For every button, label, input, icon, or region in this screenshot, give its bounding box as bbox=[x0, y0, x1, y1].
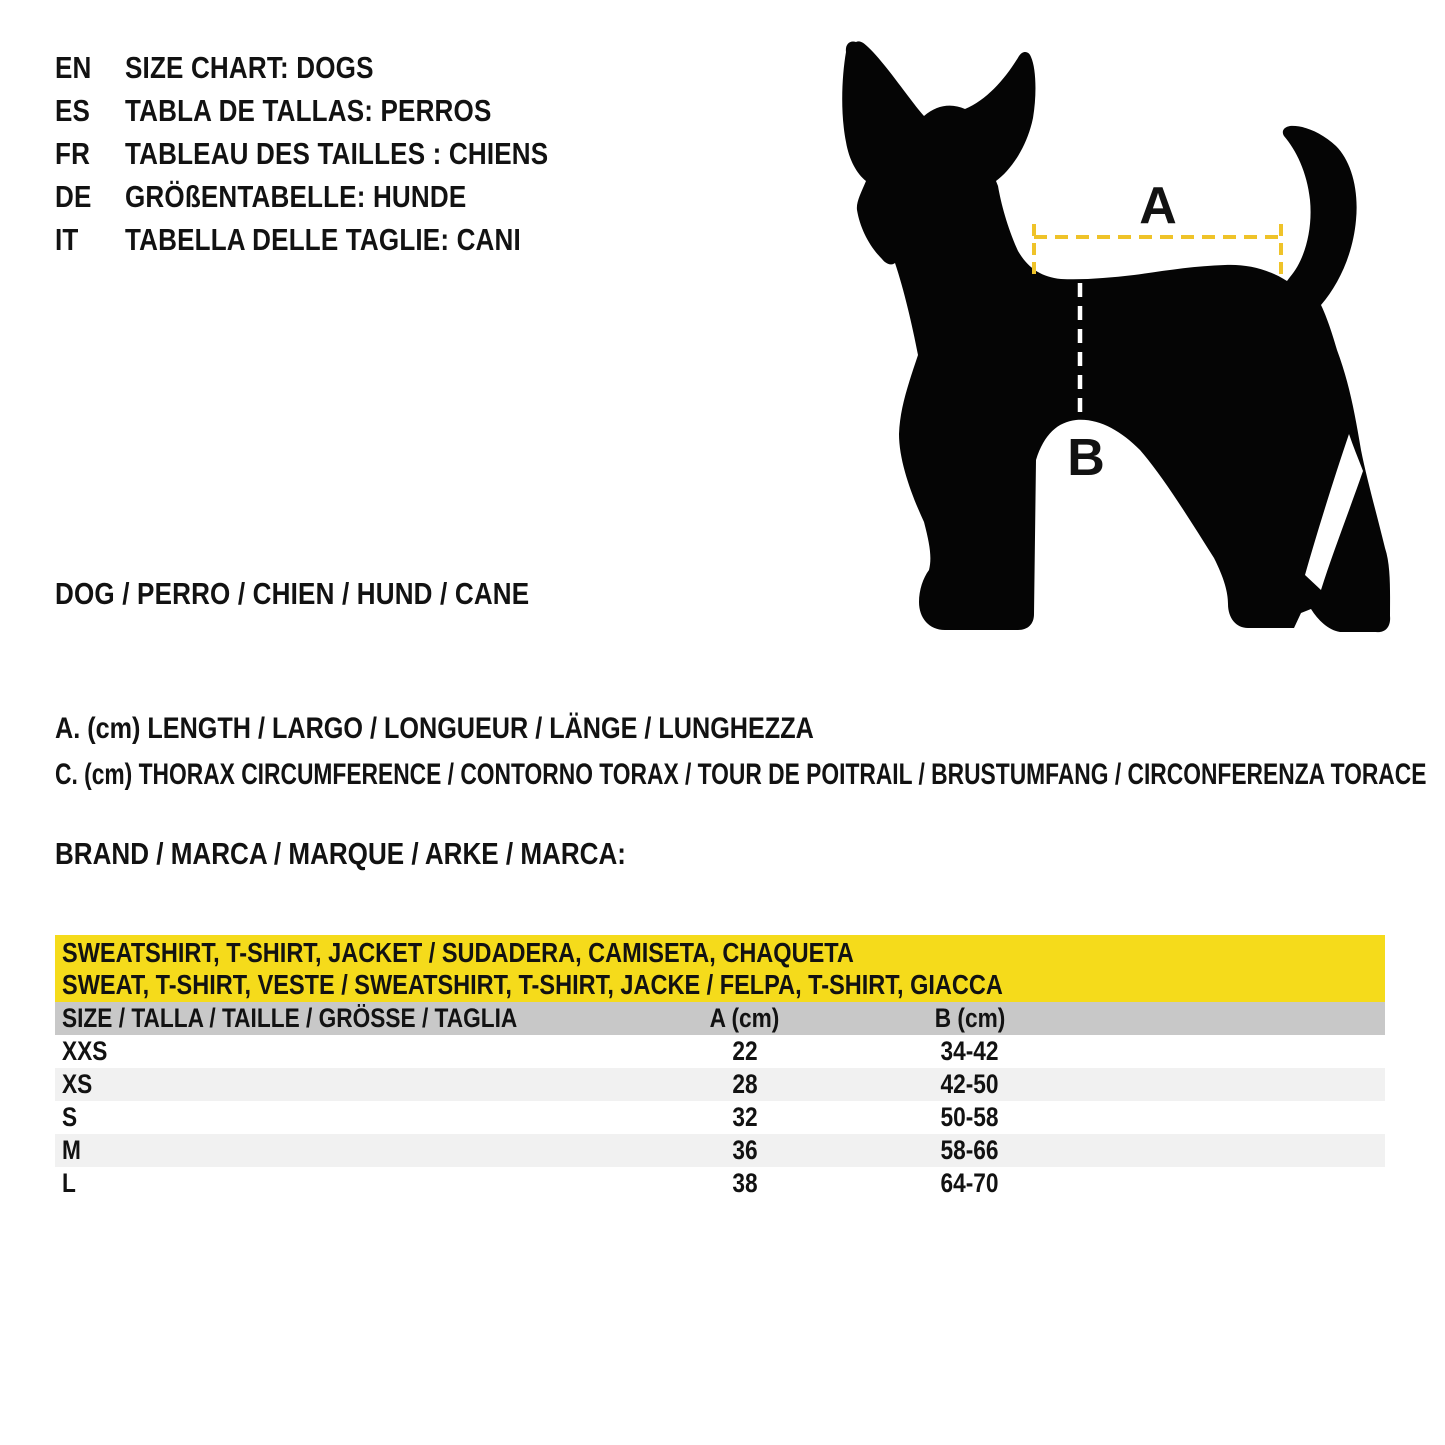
table-title-line2: SWEAT, T-SHIRT, VESTE / SWEATSHIRT, T-SHIRT, JACKE / FELPA, T-SHIRT, GIACCA bbox=[62, 969, 1003, 1000]
cell-a: 22 bbox=[732, 1036, 758, 1066]
measure-b-label: B bbox=[1067, 429, 1105, 487]
cell-b: 64-70 bbox=[940, 1168, 1000, 1198]
language-code: ES bbox=[55, 93, 91, 128]
cell-size: S bbox=[62, 1102, 78, 1132]
brand-line bbox=[55, 836, 735, 872]
language-title: TABELLA DELLE TAGLIE: CANI bbox=[125, 222, 521, 257]
table-column-header-row bbox=[55, 1002, 1385, 1035]
animal-caption-text: DOG / PERRO / CHIEN / HUND / CANE bbox=[55, 576, 530, 611]
language-row bbox=[55, 218, 629, 261]
size-table bbox=[55, 935, 1385, 1200]
language-legend bbox=[55, 46, 629, 261]
column-header-b: B (cm) bbox=[934, 1003, 1006, 1033]
language-code: IT bbox=[55, 222, 79, 257]
language-row bbox=[55, 46, 629, 89]
column-header-size: SIZE / TALLA / TAILLE / GRÖSSE / TAGLIA bbox=[62, 1003, 518, 1033]
cell-a: 32 bbox=[732, 1102, 758, 1132]
column-header-a: A (cm) bbox=[710, 1003, 780, 1033]
cell-size: XXS bbox=[62, 1036, 108, 1066]
cell-size: M bbox=[62, 1135, 81, 1165]
language-code: FR bbox=[55, 136, 91, 171]
language-code: DE bbox=[55, 179, 92, 214]
table-row bbox=[55, 1101, 1385, 1134]
language-row bbox=[55, 132, 629, 175]
cell-a: 36 bbox=[732, 1135, 758, 1165]
language-title: TABLEAU DES TAILLES : CHIENS bbox=[125, 136, 549, 171]
language-row bbox=[55, 89, 629, 132]
measurement-note-a: A. (cm) LENGTH / LARGO / LONGUEUR / LÄNGE / LUNGHEZZA bbox=[55, 712, 814, 745]
cell-b: 58-66 bbox=[940, 1135, 1000, 1165]
cell-size: L bbox=[62, 1168, 76, 1198]
table-title-band bbox=[55, 935, 1385, 1002]
table-title-line1: SWEATSHIRT, T-SHIRT, JACKET / SUDADERA, CAMISETA, CHAQUETA bbox=[62, 937, 854, 968]
cell-a: 28 bbox=[732, 1069, 758, 1099]
table-row bbox=[55, 1167, 1385, 1200]
measurement-note-c: C. (cm) THORAX CIRCUMFERENCE / CONTORNO TORAX / TOUR DE POITRAIL / BRUSTUMFANG / CIRCONFERENZA TORACE bbox=[55, 758, 1427, 791]
language-title: GRÖßENTABELLE: HUNDE bbox=[125, 179, 467, 214]
measure-a-label: A bbox=[1139, 177, 1177, 235]
cell-b: 50-58 bbox=[940, 1102, 1000, 1132]
animal-caption bbox=[55, 576, 620, 612]
language-title: TABLA DE TALLAS: PERROS bbox=[125, 93, 492, 128]
cell-size: XS bbox=[62, 1069, 93, 1099]
cell-b: 34-42 bbox=[940, 1036, 1000, 1066]
brand-line-text: BRAND / MARCA / MARQUE / ARKE / MARCA: bbox=[55, 836, 626, 871]
table-row bbox=[55, 1068, 1385, 1101]
table-row bbox=[55, 1134, 1385, 1167]
language-title: SIZE CHART: DOGS bbox=[125, 50, 374, 85]
measurement-notes bbox=[55, 706, 1445, 798]
language-row bbox=[55, 175, 629, 218]
cell-b: 42-50 bbox=[940, 1069, 1000, 1099]
table-row bbox=[55, 1035, 1385, 1068]
cell-a: 38 bbox=[732, 1168, 758, 1198]
dog-silhouette-icon bbox=[820, 20, 1420, 650]
language-code: EN bbox=[55, 50, 92, 85]
